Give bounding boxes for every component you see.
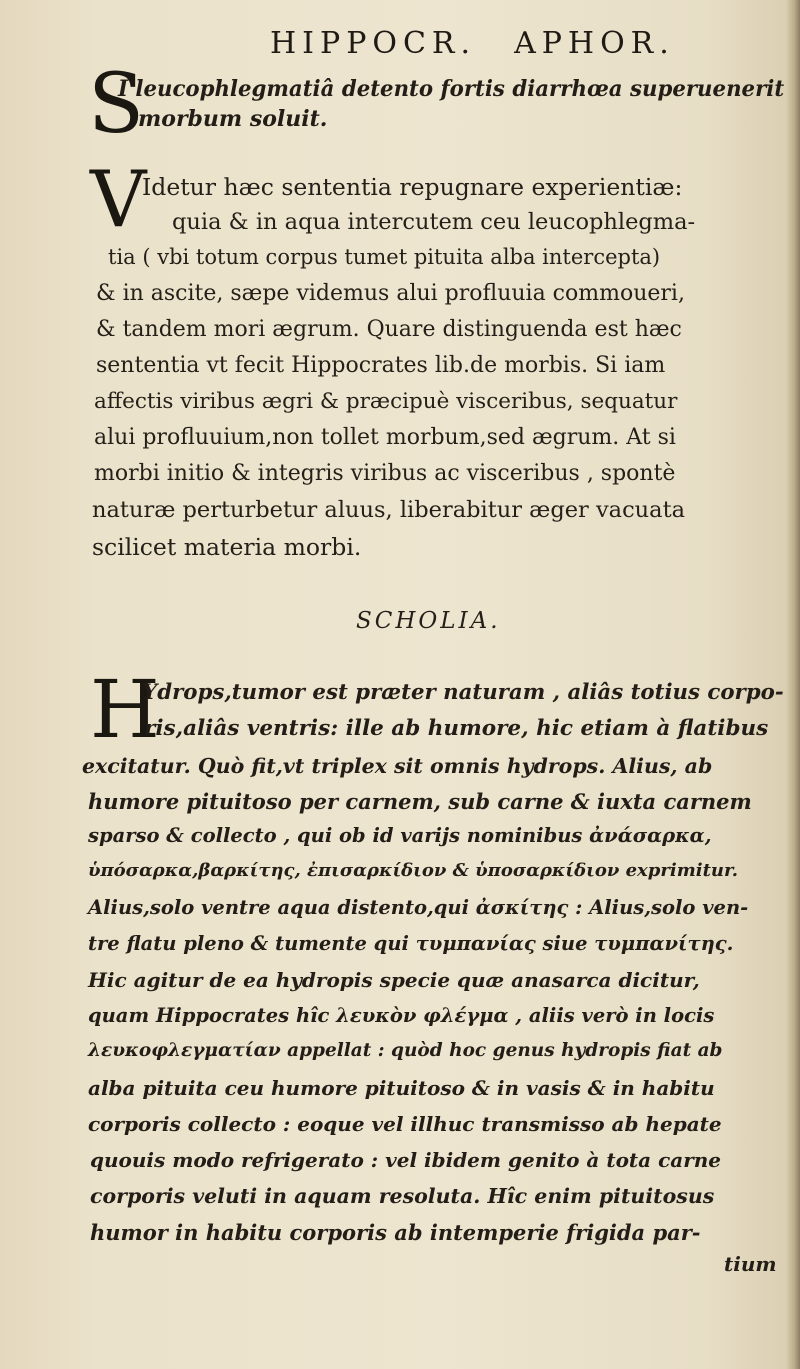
commentary-line: morbi initio & integris viribus ac visceribus , spontè (94, 461, 676, 486)
scholia-line: excitatur. Quò fit,vt triplex sit omnis hydrops. Alius, ab (82, 754, 713, 778)
scholia-line: λευκοφλεγματίαν appellat : quòd hoc genus hydropis fiat ab (88, 1040, 723, 1061)
commentary-line: & in ascite, sæpe videmus alui profluuia commoueri, (96, 281, 685, 306)
aphorism-line: I leucophlegmatiâ detento fortis diarrhœa superuenerit (118, 76, 785, 102)
commentary-line: sententia vt fecit Hippocrates lib.de morbis. Si iam (96, 353, 666, 378)
scholia-line: Hic agitur de ea hydropis specie quæ anasarca dicitur, (88, 968, 700, 992)
commentary-line: naturæ perturbetur aluus, liberabitur æger vacuata (92, 497, 686, 523)
scholia-line: quouis modo refrigerato : vel ibidem genito à tota carne (90, 1148, 722, 1172)
commentary-line: tia ( vbi totum corpus tumet pituita alba intercepta) (108, 245, 661, 269)
scholia-line: Ydrops,tumor est præter naturam , aliâs totius corpo- (142, 680, 784, 705)
scholia-line: Alius,solo ventre aqua distento,qui ἀσκίτης : Alius,solo ven- (88, 896, 749, 919)
scholia-line: quam Hippocrates hîc λευκὸν φλέγμα , aliis verò in locis (88, 1004, 715, 1027)
commentary-line: & tandem mori ægrum. Quare distinguenda est hæc (96, 317, 682, 342)
scholia-line: sparso & collecto , qui ob id varijs nominibus ἀνάσαρκα, (88, 824, 712, 847)
running-header (270, 26, 675, 61)
commentary-line: alui profluuium,non tollet morbum,sed ægrum. At si (94, 425, 676, 450)
commentary-line: affectis viribus ægri & præcipuè visceribus, sequatur (94, 389, 678, 414)
scholia-line: ris,aliâs ventris: ille ab humore, hic etiam à flatibus (144, 716, 769, 741)
scholia-catchword: tium (724, 1252, 777, 1276)
scholia-line: corporis collecto : eoque vel illhuc transmisso ab hepate (88, 1112, 722, 1136)
commentary-line: Idetur hæc sententia repugnare experientiæ: (142, 173, 683, 201)
scholia-line: ὑπόσαρκα,βαρκίτης, ἐπισαρκίδιον & ὑποσαρκίδιον exprimitur. (88, 860, 739, 881)
scholia-line: corporis veluti in aquam resoluta. Hîc enim pituitosus (90, 1184, 715, 1208)
header-right: APHOR. (514, 26, 675, 61)
scholia-initial: H (90, 663, 160, 756)
scholia-line: humore pituitoso per carnem, sub carne & iuxta carnem (88, 789, 752, 814)
scholia-line: humor in habitu corporis ab intemperie frigida par- (90, 1220, 701, 1245)
commentary-line: scilicet materia morbi. (92, 533, 362, 561)
commentary-line: quia & in aqua intercutem ceu leucophlegma- (172, 209, 696, 235)
scholia-line: tre flatu pleno & tumente qui τυμπανίας siue τυμπανίτης. (88, 932, 734, 955)
aphorism-line: morbum soluit. (138, 106, 328, 132)
header-left: HIPPOCR. (270, 26, 477, 61)
scholia-title: SCHOLIA. (356, 608, 501, 634)
scholia-line: alba pituita ceu humore pituitoso & in vasis & in habitu (88, 1076, 715, 1100)
aphorism-initial: S (88, 57, 145, 152)
commentary-initial: V (90, 155, 147, 245)
page-edge-shadow (786, 0, 800, 1369)
